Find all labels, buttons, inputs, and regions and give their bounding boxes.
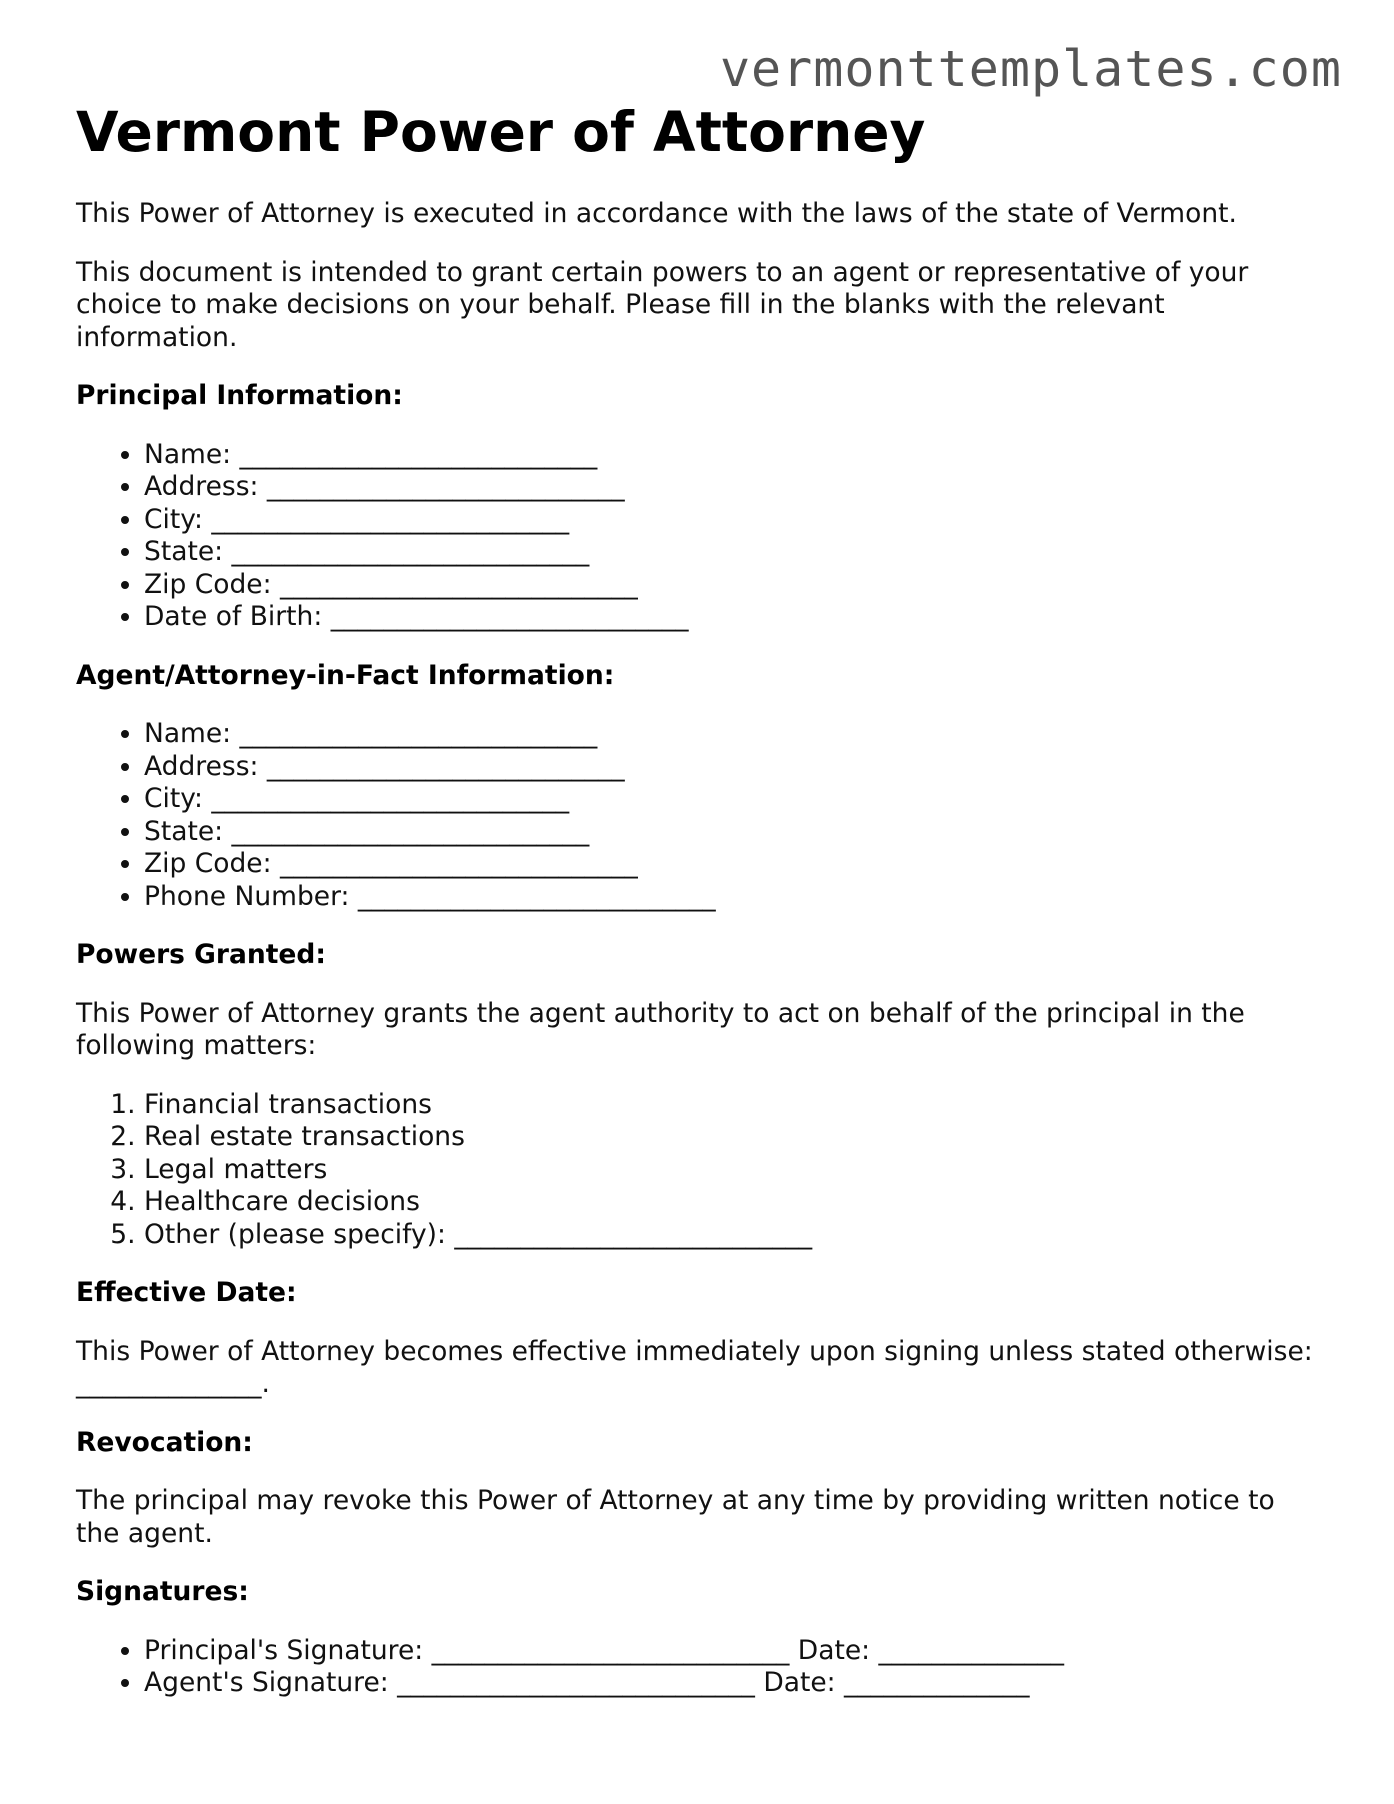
principal-name-field[interactable]: • Name: ___________________________ bbox=[144, 439, 1326, 472]
power-item-healthcare: 4. Healthcare decisions bbox=[144, 1186, 1326, 1219]
power-item-real-estate: 2. Real estate transactions bbox=[144, 1121, 1326, 1154]
principal-field-list bbox=[76, 439, 1326, 634]
agent-city-field[interactable]: • City: ___________________________ bbox=[144, 783, 1326, 816]
agent-signature-field[interactable]: • Agent's Signature: ___________________________ Date: ______________ bbox=[144, 1667, 1326, 1700]
power-item-financial: 1. Financial transactions bbox=[144, 1089, 1326, 1122]
agent-field-list bbox=[76, 718, 1326, 913]
power-item-legal: 3. Legal matters bbox=[144, 1154, 1326, 1187]
powers-heading: Powers Granted: bbox=[76, 939, 326, 970]
intro-paragraph-2: This document is intended to grant certain powers to an agent or representative of your choice to make decisions on your behalf. Please fill in the blanks with the relevant information. bbox=[76, 256, 1249, 353]
principal-city-field[interactable]: • City: ___________________________ bbox=[144, 504, 1326, 537]
signatures-heading: Signatures: bbox=[76, 1576, 249, 1607]
effective-date-heading: Effective Date: bbox=[76, 1277, 297, 1308]
principal-signature-field[interactable]: • Principal's Signature: ___________________________ Date: ______________ bbox=[144, 1635, 1326, 1668]
powers-paragraph: This Power of Attorney grants the agent authority to act on behalf of the principal in the following matters: bbox=[76, 997, 1245, 1061]
revocation-heading: Revocation: bbox=[76, 1426, 253, 1458]
revocation-paragraph: The principal may revoke this Power of Attorney at any time by providing written notice to the agent. bbox=[76, 1485, 1275, 1549]
principal-state-field[interactable]: • State: ___________________________ bbox=[144, 536, 1326, 569]
agent-phone-field[interactable]: • Phone Number: ___________________________ bbox=[144, 881, 1326, 914]
power-item-other-field[interactable]: 5. Other (please specify): ___________________________ bbox=[144, 1219, 1326, 1252]
principal-zip-field[interactable]: • Zip Code: ___________________________ bbox=[144, 569, 1326, 602]
intro-paragraph-1: This Power of Attorney is executed in accordance with the laws of the state of Vermont. bbox=[76, 198, 1237, 229]
agent-heading: Agent/Attorney-in-Fact Information: bbox=[76, 659, 615, 691]
principal-dob-field[interactable]: • Date of Birth: ___________________________ bbox=[144, 601, 1326, 634]
powers-list bbox=[76, 1089, 1326, 1252]
effective-date-paragraph[interactable]: This Power of Attorney becomes effective immediately upon signing unless stated otherwise: ______________. bbox=[76, 1335, 1313, 1399]
watermark: vermonttemplates.com bbox=[719, 40, 1342, 98]
principal-heading: Principal Information: bbox=[76, 380, 403, 411]
agent-state-field[interactable]: • State: ___________________________ bbox=[144, 816, 1326, 849]
agent-address-field[interactable]: • Address: ___________________________ bbox=[144, 751, 1326, 784]
agent-zip-field[interactable]: • Zip Code: ___________________________ bbox=[144, 848, 1326, 881]
document-page bbox=[76, 96, 1326, 1700]
signature-list bbox=[76, 1635, 1326, 1700]
document-title: Vermont Power of Attorney bbox=[76, 100, 926, 164]
principal-address-field[interactable]: • Address: ___________________________ bbox=[144, 471, 1326, 504]
agent-name-field[interactable]: • Name: ___________________________ bbox=[144, 718, 1326, 751]
